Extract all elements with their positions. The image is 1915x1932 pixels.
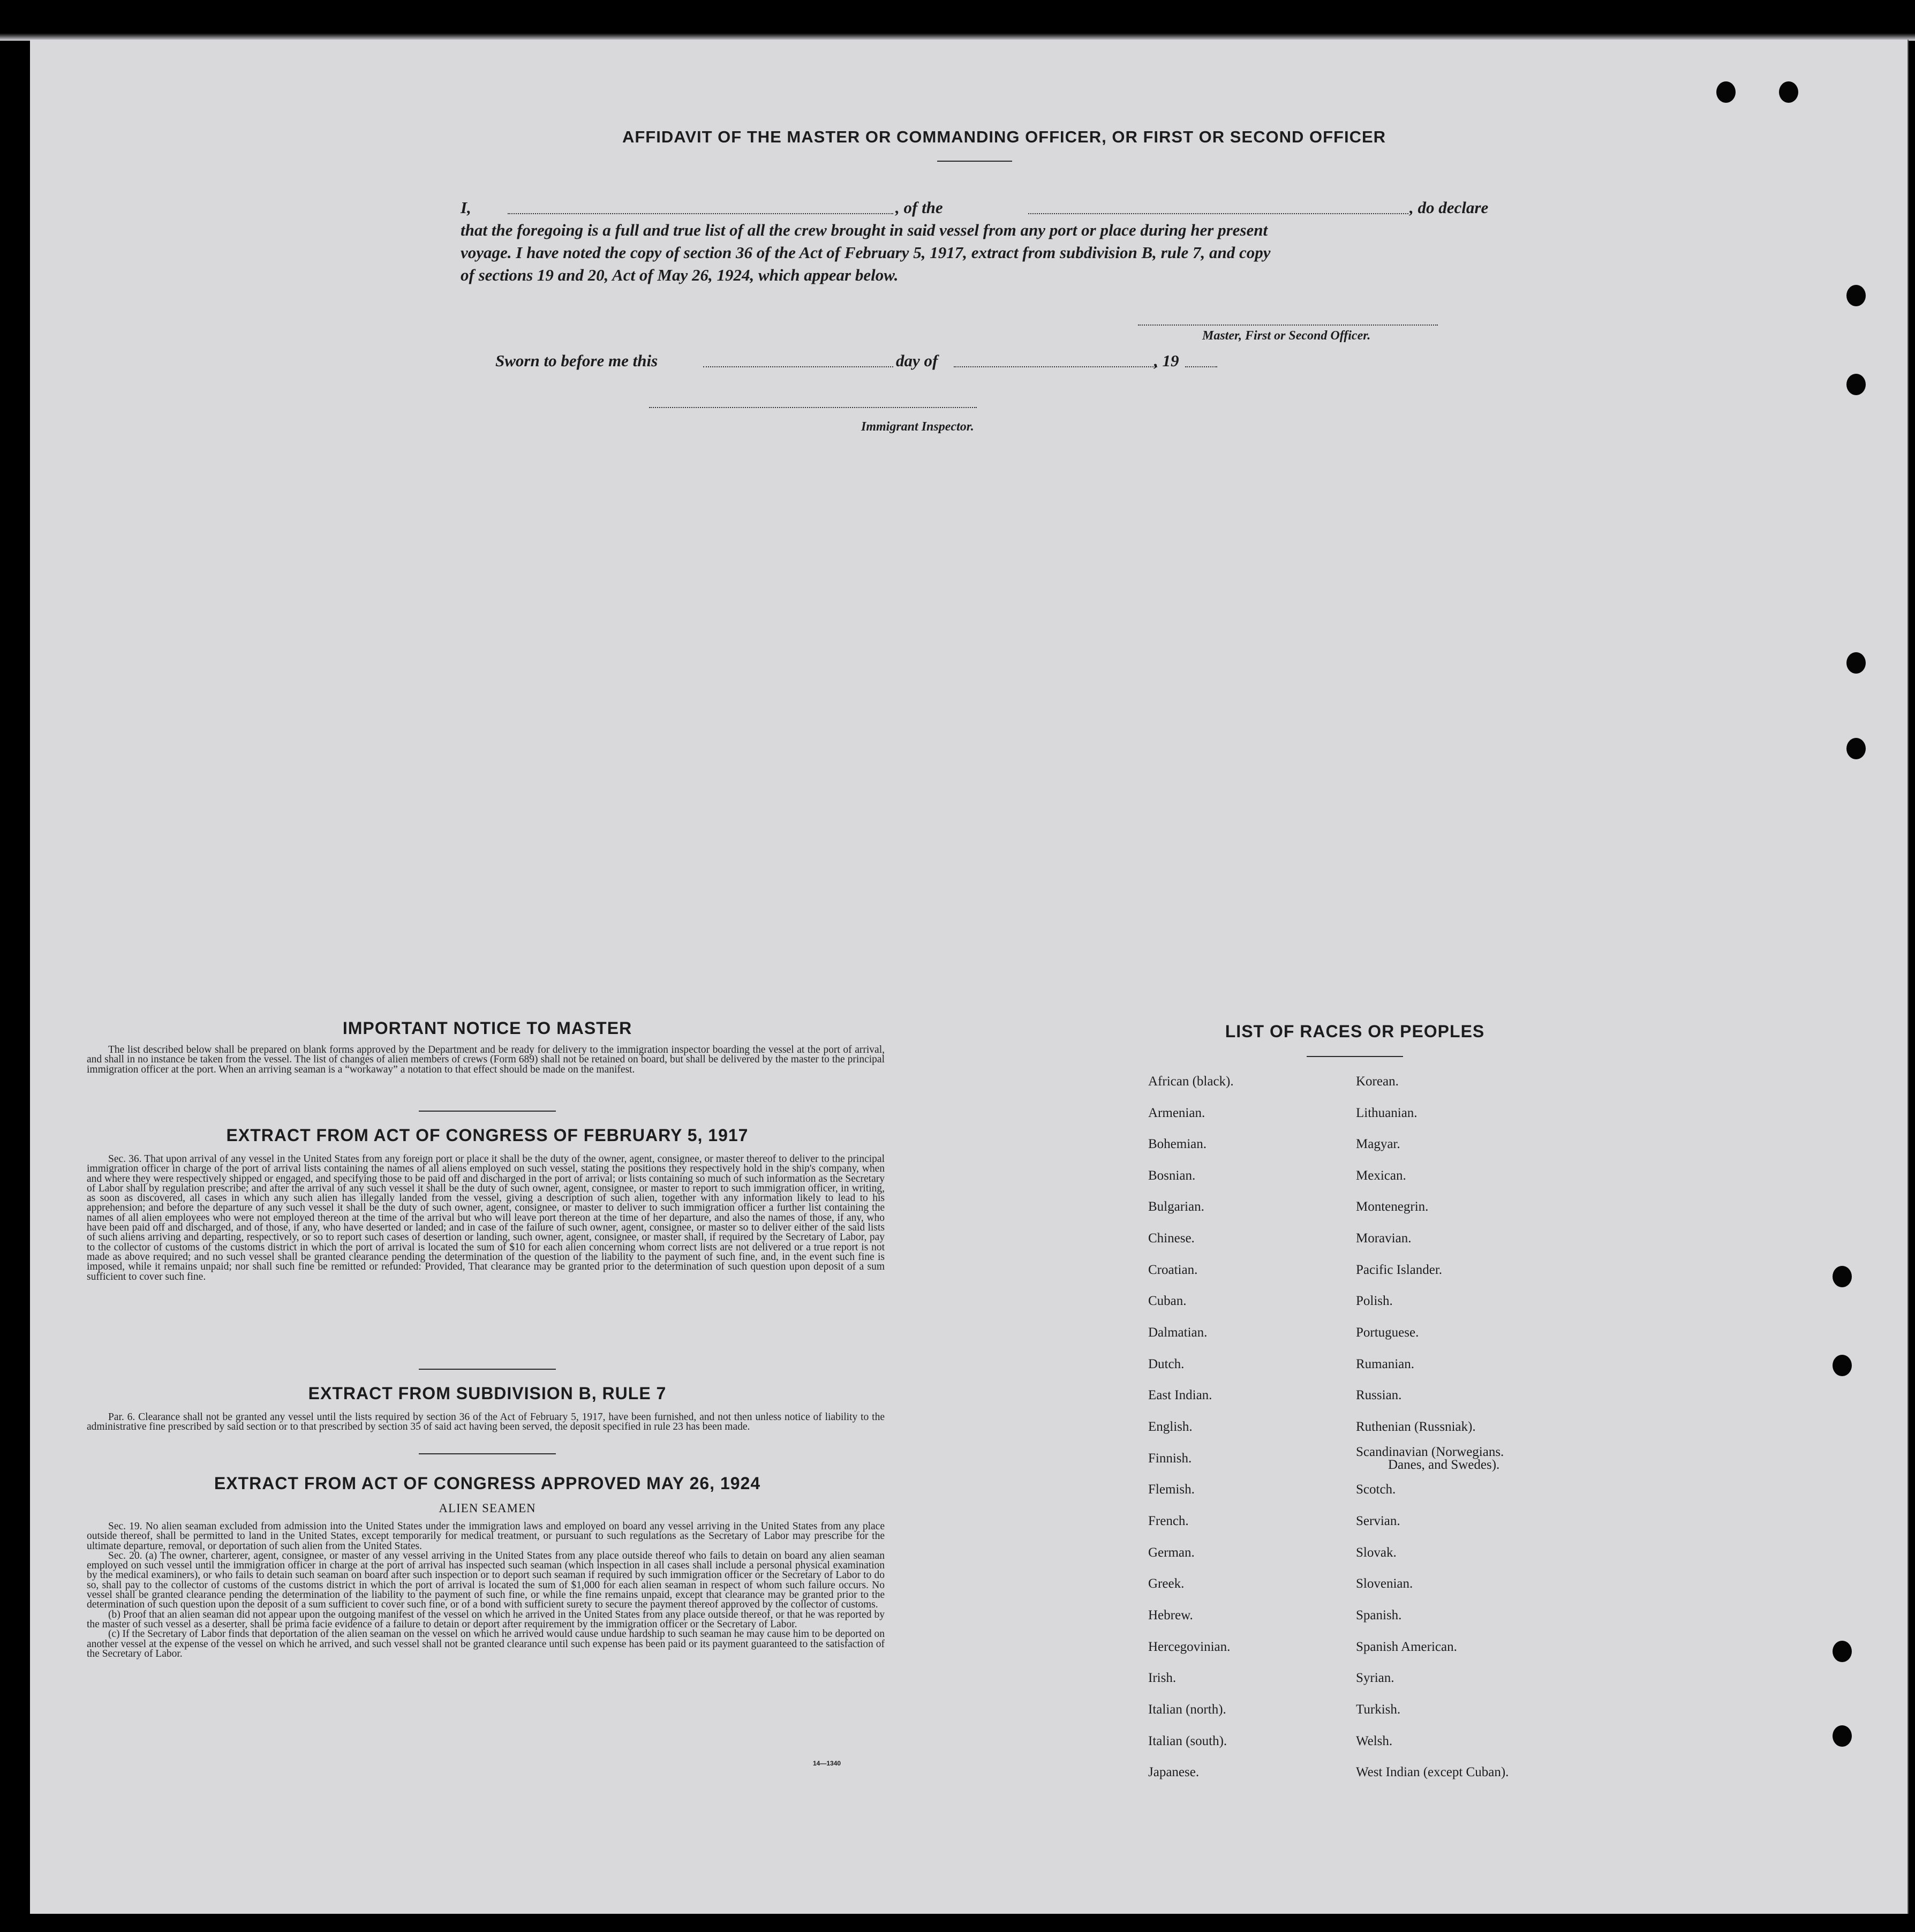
declaration-line-3: voyage. I have noted the copy of section 36 of the Act of February 5, 1917, extract from subdivision B, rule 7, and copy bbox=[461, 243, 1271, 262]
sworn-prefix: Sworn to before me this bbox=[495, 351, 658, 370]
race-item: Portuguese. bbox=[1356, 1325, 1419, 1340]
scan-top-edge bbox=[0, 0, 1915, 41]
section-divider bbox=[419, 1453, 556, 1454]
race-item: Ruthenian (Russniak). bbox=[1356, 1420, 1476, 1434]
declaration-line-4: of sections 19 and 20, Act of May 26, 1924, which appear below. bbox=[461, 266, 899, 284]
inspector-signature-line[interactable] bbox=[649, 407, 977, 408]
race-item: Slovak. bbox=[1356, 1545, 1397, 1560]
race-item: German. bbox=[1148, 1545, 1195, 1560]
race-item: West Indian (except Cuban). bbox=[1356, 1765, 1509, 1779]
inspector-signature-label: Immigrant Inspector. bbox=[861, 420, 974, 434]
race-item: Greek. bbox=[1148, 1576, 1185, 1591]
race-item: Turkish. bbox=[1356, 1702, 1401, 1717]
race-item: Croatian. bbox=[1148, 1263, 1198, 1277]
race-item: Pacific Islander. bbox=[1356, 1263, 1443, 1277]
affidavit-title: AFFIDAVIT OF THE MASTER OR COMMANDING OFFICER, OR FIRST OR SECOND OFFICER bbox=[622, 127, 1386, 146]
race-item: Polish. bbox=[1356, 1294, 1393, 1308]
sec-20b-paragraph: (b) Proof that an alien seaman did not appear upon the outgoing manifest of the vessel on which he arrived in the United States from any place outside thereof, or that he was reported by the master of such vessel as a deserter, shall be prima facie evidence of a failure to detain or deport after requirement by the immigration officer or the Secretary of Labor. bbox=[87, 1609, 885, 1630]
race-item: Dutch. bbox=[1148, 1357, 1185, 1371]
section-divider bbox=[419, 1369, 556, 1370]
binder-hole bbox=[1779, 81, 1798, 103]
binder-hole bbox=[1716, 81, 1736, 103]
binder-hole bbox=[1846, 374, 1866, 395]
declaration-declare: , do declare bbox=[1409, 198, 1489, 217]
races-title-underline bbox=[1307, 1056, 1403, 1057]
master-signature-line[interactable] bbox=[1138, 324, 1438, 326]
race-item: English. bbox=[1148, 1420, 1193, 1434]
sworn-day-of: day of bbox=[896, 351, 938, 370]
binder-hole bbox=[1846, 652, 1866, 674]
race-item: Flemish. bbox=[1148, 1482, 1195, 1497]
race-item: French. bbox=[1148, 1514, 1189, 1528]
extract-1917-text bbox=[87, 1154, 885, 1282]
race-item: Finnish. bbox=[1148, 1451, 1192, 1466]
alien-seamen-subtitle: ALIEN SEAMEN bbox=[439, 1501, 536, 1515]
race-item: Welsh. bbox=[1356, 1734, 1393, 1748]
race-item: Spanish. bbox=[1356, 1608, 1402, 1622]
sec-20c-paragraph: (c) If the Secretary of Labor finds that deportation of the alien seaman on the vessel on which he arrived would cause undue hardship to such seaman he may cause him to be deported on another vessel at the expense of the vessel on which he arrived, and such vessel shall not be granted clearance until such expense has been paid or its payment guaranteed to the satisfaction of the Secretary of Labor. bbox=[87, 1628, 885, 1659]
master-signature-label: Master, First or Second Officer. bbox=[1202, 329, 1371, 343]
title-underline bbox=[937, 161, 1012, 162]
notice-text bbox=[87, 1045, 885, 1075]
notice-title: IMPORTANT NOTICE TO MASTER bbox=[342, 1018, 632, 1038]
race-item: Chinese. bbox=[1148, 1231, 1195, 1246]
binder-hole bbox=[1833, 1641, 1852, 1662]
extract-rule7-text bbox=[87, 1413, 885, 1432]
race-item: Russian. bbox=[1356, 1388, 1402, 1402]
race-item: Irish. bbox=[1148, 1671, 1177, 1685]
par-6-paragraph: Par. 6. Clearance shall not be granted any vessel until the lists required by section 36 of the Act of February 5, 1917, have been furnished, and not then unless notice of liability to the administrative fine prescribed by said section or to that prescribed by section 35 of said act having been served, the deposit specified in rule 23 has been made. bbox=[87, 1412, 885, 1433]
section-divider bbox=[419, 1111, 556, 1112]
declaration-line-1 bbox=[461, 198, 1489, 217]
race-item: Scotch. bbox=[1356, 1482, 1396, 1497]
race-item: Mexican. bbox=[1356, 1168, 1406, 1183]
race-item: Italian (south). bbox=[1148, 1734, 1227, 1748]
sec-20a-paragraph: Sec. 20. (a) The owner, charterer, agent, consignee, or master of any vessel arriving in the United States from any place outside thereof who fails to detain on board any alien seaman employed on such vessel until the immigration officer in charge at the port of arrival has inspected such seaman (which inspection in all cases shall include a personal physical examination by the medical examiners), or who fails to detain such seaman on board after such inspection or to deport such seaman if required by such immigration officer or the Secretary of Labor to do so, shall pay to the collector of customs of the customs district in which the port of arrival is located the sum of $1,000 for each alien seaman in respect of whom such failure occurs. No vessel shall be granted clearance pending the determination of the liability to the payment of such fine, or while the fine remains unpaid, except that clearance may be granted prior to the determination of such question upon the deposit of a sum sufficient to cover such fine, or of a bond with sufficient surety to secure the payment thereof approved by the collector of customs. bbox=[87, 1550, 885, 1611]
race-item: Dalmatian. bbox=[1148, 1325, 1208, 1340]
sworn-month-field[interactable] bbox=[954, 366, 1157, 367]
race-item: Magyar. bbox=[1356, 1137, 1400, 1151]
race-item: Italian (north). bbox=[1148, 1702, 1226, 1717]
sworn-day-field[interactable] bbox=[703, 366, 893, 367]
race-item: Syrian. bbox=[1356, 1671, 1394, 1685]
race-item: Lithuanian. bbox=[1356, 1106, 1418, 1120]
extract-1924-text bbox=[87, 1522, 885, 1659]
race-item: Bosnian. bbox=[1148, 1168, 1196, 1183]
sworn-year: , 19 bbox=[1154, 351, 1179, 370]
race-item: Hercegovinian. bbox=[1148, 1640, 1231, 1654]
race-item: Rumanian. bbox=[1356, 1357, 1415, 1371]
extract-1917-title: EXTRACT FROM ACT OF CONGRESS OF FEBRUARY 5, 1917 bbox=[226, 1126, 749, 1145]
race-item: Scandinavian (Norwegians. bbox=[1356, 1445, 1504, 1459]
race-item-continuation: Danes, and Swedes). bbox=[1388, 1458, 1500, 1472]
binder-hole bbox=[1833, 1266, 1852, 1287]
binder-hole bbox=[1846, 285, 1866, 306]
race-item: Slovenian. bbox=[1356, 1576, 1413, 1591]
race-item: Servian. bbox=[1356, 1514, 1400, 1528]
declaration-i: I, bbox=[461, 198, 471, 217]
extract-1924-title: EXTRACT FROM ACT OF CONGRESS APPROVED MAY 26, 1924 bbox=[214, 1474, 761, 1493]
vessel-field[interactable] bbox=[1028, 213, 1408, 214]
sworn-year-field[interactable] bbox=[1185, 366, 1217, 367]
race-item: Bohemian. bbox=[1148, 1137, 1207, 1151]
sec-19-paragraph: Sec. 19. No alien seaman excluded from admission into the United States under the immigration laws and employed on board any vessel arriving in the United States from any place outside thereof, shall be permitted to land in the United States, except temporarily for medical treatment, or pursuant to such regulations as the Secretary of Labor may prescribe for the ultimate departure, removal, or deportation of such alien from the United States. bbox=[87, 1521, 885, 1552]
binder-hole bbox=[1833, 1725, 1852, 1747]
declaration-of-the: , of the bbox=[895, 198, 943, 217]
race-item: Armenian. bbox=[1148, 1106, 1205, 1120]
race-item: Korean. bbox=[1356, 1074, 1399, 1089]
race-item: East Indian. bbox=[1148, 1388, 1212, 1402]
declaration-line-2: that the foregoing is a full and true list of all the crew brought in said vessel from any port or place during her present bbox=[461, 221, 1268, 239]
race-item: Cuban. bbox=[1148, 1294, 1187, 1308]
race-item: Bulgarian. bbox=[1148, 1199, 1204, 1214]
notice-paragraph: The list described below shall be prepared on blank forms approved by the Department and be ready for delivery to the immigration inspector boarding the vessel at the port of arrival, and shall in no instance be taken from the vessel. The list of changes of alien members of crews (Form 689) shall not be retained on board, but shall be delivered by the master to the principal immigration officer at the port. When an arriving seaman is a “workaway” a notation to that effect should be made on the manifest. bbox=[87, 1044, 885, 1075]
race-item: Japanese. bbox=[1148, 1765, 1200, 1779]
race-item: African (black). bbox=[1148, 1074, 1234, 1089]
race-item: Hebrew. bbox=[1148, 1608, 1193, 1622]
name-field[interactable] bbox=[508, 213, 893, 214]
races-title: LIST OF RACES OR PEOPLES bbox=[1225, 1022, 1485, 1041]
sec-36-paragraph: Sec. 36. That upon arrival of any vessel in the United States from any foreign port or place it shall be the duty of the owner, agent, consignee, or master thereof to deliver to the principal immigration officer in charge of the port of arrival lists containing the names of all aliens employed on such vessel, stating the positions they respectively hold in the ship's company, when and where they were respectively shipped or engaged, and specifying those to be paid off and discharged in the port of arrival; or lists containing so much of such information as the Secretary of Labor shall by regulation prescribe; and after the arrival of any such vessel it shall be the duty of such owner, agent, consignee, or master to report to such immigration officer, in writing, as soon as discovered, all cases in which any such alien has illegally landed from the vessel, giving a description of such alien, together with any information likely to lead to his apprehension; and before the departure of any such vessel it shall be the duty of such owner, agent, consignee, or master to deliver to such immigration officer a further list containing the names of all alien employees who were not employed thereon at the time of the arrival but who will leave port thereon at the time of her departure, and also the names of those, if any, who have been paid off and discharged, and of those, if any, who have deserted or landed; and in case of the failure of such owner, agent, consignee, or master so to deliver either of the said lists of such aliens arriving and departing, respectively, or so to report such cases of desertion or landing, such owner, agent, consignee, or master shall, if required by the Secretary of Labor, pay to the collector of customs of the customs district in which the port of arrival is located the sum of $10 for each alien concerning whom correct lists are not delivered or a true report is not made as above required; and no such vessel shall be granted clearance pending the determination of the question of the liability to the payment of such fine, and, in the event such fine is imposed, while it remains unpaid; nor shall such fine be remitted or refunded: Provided, That clearance may be granted prior to the determination of such question upon deposit of a sum sufficient to cover such fine. bbox=[87, 1153, 885, 1282]
binder-hole bbox=[1833, 1355, 1852, 1376]
race-item: Montenegrin. bbox=[1356, 1199, 1429, 1214]
sworn-line bbox=[495, 351, 1272, 371]
form-code: 14—1340 bbox=[813, 1760, 841, 1767]
race-item: Spanish American. bbox=[1356, 1640, 1457, 1654]
extract-rule7-title: EXTRACT FROM SUBDIVISION B, RULE 7 bbox=[308, 1384, 667, 1403]
binder-hole bbox=[1846, 738, 1866, 759]
race-item: Moravian. bbox=[1356, 1231, 1412, 1246]
